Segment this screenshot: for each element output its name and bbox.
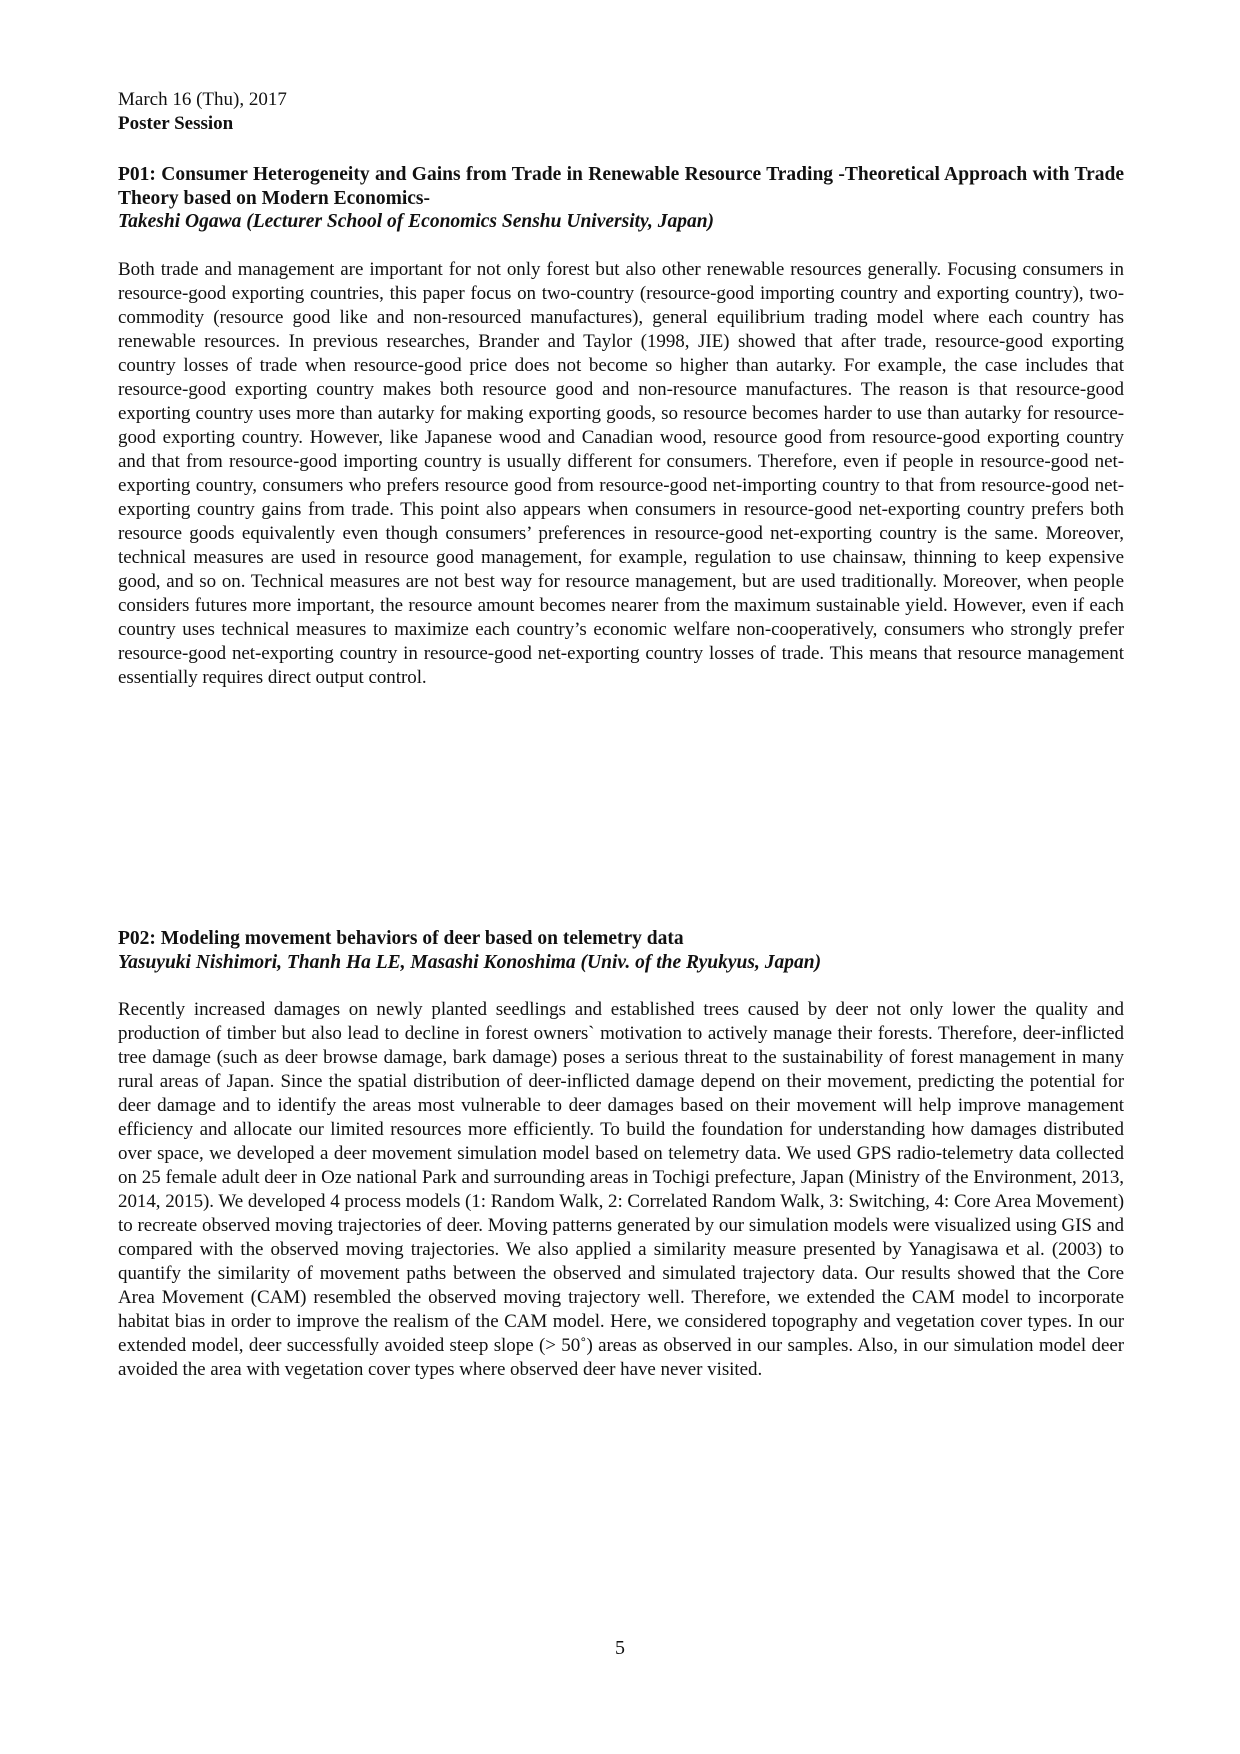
abstract-title: P01: Consumer Heterogeneity and Gains from Trade in Renewable Resource Trading -Theoretical Approach with Trade Theory based on Modern Economics-	[118, 164, 1124, 209]
abstract-p01	[118, 163, 1124, 690]
session-header	[118, 88, 1124, 136]
abstract-p02	[118, 927, 1124, 1382]
abstract-body: Recently increased damages on newly planted seedlings and established trees caused by deer not only lower the quality and production of timber but also lead to decline in forest owners` motivation to actively manage their forests. Therefore, deer-inflicted tree damage (such as deer browse damage, bark damage) poses a serious threat to the sustainability of forest management in many rural areas of Japan. Since the spatial distribution of deer-inflicted damage depend on their movement, predicting the potential for deer damage and to identify the areas most vulnerable to deer damages based on their movement will help improve management efficiency and allocate our limited resources more efficiently. To build the foundation for understanding how damages distributed over space, we developed a deer movement simulation model based on telemetry data. We used GPS radio-telemetry data collected on 25 female adult deer in Oze national Park and surrounding areas in Tochigi prefecture, Japan (Ministry of the Environment, 2013, 2014, 2015). We developed 4 process models (1: Random Walk, 2: Correlated Random Walk, 3: Switching, 4: Core Area Movement) to recreate observed moving trajectories of deer. Moving patterns generated by our simulation models were visualized using GIS and compared with the observed moving trajectories. We also applied a similarity measure presented by Yanagisawa et al. (2003) to quantify the similarity of movement paths between the observed and simulated trajectory data. Our results showed that the Core Area Movement (CAM) resembled the observed moving trajectory well. Therefore, we extended the CAM model to incorporate habitat bias in order to improve the realism of the CAM model. Here, we considered topography and vegetation cover types. In our extended model, deer successfully avoided steep slope (> 50˚) areas as observed in our samples. Also, in our simulation model deer avoided the area with vegetation cover types where observed deer have never visited.	[118, 999, 1124, 1380]
abstract-title: P02: Modeling movement behaviors of deer based on telemetry data	[118, 928, 684, 949]
session-date: March 16 (Thu), 2017	[118, 89, 287, 110]
abstract-authors: Takeshi Ogawa (Lecturer School of Economics Senshu University, Japan)	[118, 211, 715, 232]
abstract-authors: Yasuyuki Nishimori, Thanh Ha LE, Masashi Konoshima (Univ. of the Ryukyus, Japan)	[118, 951, 822, 973]
session-title: Poster Session	[118, 113, 234, 134]
page-number: 5	[615, 1637, 625, 1659]
abstract-body: Both trade and management are important for not only forest but also other renewable resources generally. Focusing consumers in resource-good exporting countries, this paper focus on two-country (resource-good importing country and exporting country), two-commodity (resource good like and non-resourced manufactures), general equilibrium trading model where each country has renewable resources. In previous researches, Brander and Taylor (1998, JIE) showed that after trade, resource-good exporting country losses of trade when resource-good price does not become so higher than autarky. For example, the case includes that resource-good exporting country makes both resource good and non-resource manufactures. The reason is that resource-good exporting country uses more than autarky for making exporting goods, so resource becomes harder to use than autarky for resource-good exporting country. However, like Japanese wood and Canadian wood, resource good from resource-good exporting country and that from resource-good importing country is usually different for consumers. Therefore, even if people in resource-good net-exporting country, consumers who prefers resource good from resource-good net-importing country to that from resource-good net-exporting country gains from trade. This point also appears when consumers in resource-good net-exporting country prefers both resource goods equivalently even though consumers’ preferences in resource-good net-exporting country is the same. Moreover, technical measures are used in resource good management, for example, regulation to use chainsaw, thinning to keep expensive good, and so on. Technical measures are not best way for resource management, but are used traditionally. Moreover, when people considers futures more important, the resource amount becomes nearer from the maximum sustainable yield. However, even if each country uses technical measures to maximize each country’s economic welfare non-cooperatively, consumers who strongly prefer resource-good net-exporting country in resource-good net-exporting country losses of trade. This means that resource management essentially requires direct output control.	[118, 258, 1124, 688]
